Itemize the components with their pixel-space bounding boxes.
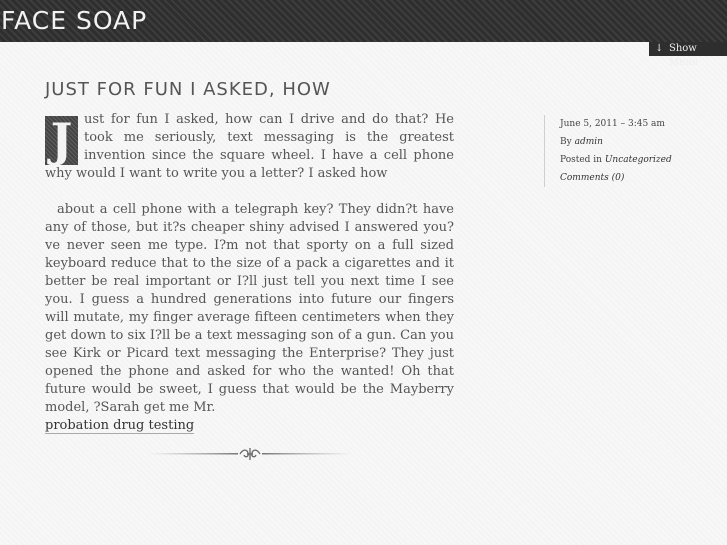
post-link[interactable]: probation drug testing [45, 418, 195, 433]
post-paragraph-2: about a cell phone with a telegraph key? They didn?t have any of those, but it?s cheaper shiny advised I answered you?ve never seen me type. I?m not that sporty on a full sized keyboard reduce that to the size of a pack a cigarettes and it better be real important or I?ll just tell you next time I see you. I guess a hundred generations into future our fingers will mutate, my finger average fifteen centimeters when they get down to six I?ll be a text messaging son of a gun. Can you see Kirk or Picard text messaging the Enterprise? They just opened the phone and asked for who the wanted! Oh that future would be sweet, I guess that would be the Mayberry model, ?Sarah get me Mr. [45, 202, 454, 415]
author-link[interactable]: admin [574, 137, 603, 147]
post-date: June 5, 2011 – 3:45 am [560, 119, 665, 129]
comments-link[interactable]: Comments (0) [560, 173, 625, 183]
ornament-divider-icon [148, 446, 352, 462]
arrow-down-icon: ↓ [655, 43, 664, 54]
posted-in-label: Posted in [560, 155, 602, 165]
site-title[interactable]: FACE SOAP [1, 6, 148, 35]
post-paragraph-1: ust for fun I asked, how can I drive and do that? He took me seriously, text messaging is the greatest invention since the square wheel. I have a cell phone why would I want to write you a letter? I asked how [45, 112, 454, 181]
show-menu-button[interactable] [649, 42, 727, 68]
show-menu-label: Show Menu [669, 43, 699, 68]
post-title[interactable]: JUST FOR FUN I ASKED, HOW [45, 79, 331, 100]
by-label: By [560, 137, 572, 147]
comments-line [560, 169, 672, 187]
post-category-line [560, 151, 672, 169]
dropcap [45, 113, 78, 167]
category-link[interactable]: Uncategorized [604, 155, 672, 165]
post-meta [544, 115, 672, 187]
site-header [0, 0, 727, 42]
post-author-line [560, 133, 672, 151]
dropcap-letter: J [50, 113, 73, 167]
post-content [45, 111, 454, 435]
